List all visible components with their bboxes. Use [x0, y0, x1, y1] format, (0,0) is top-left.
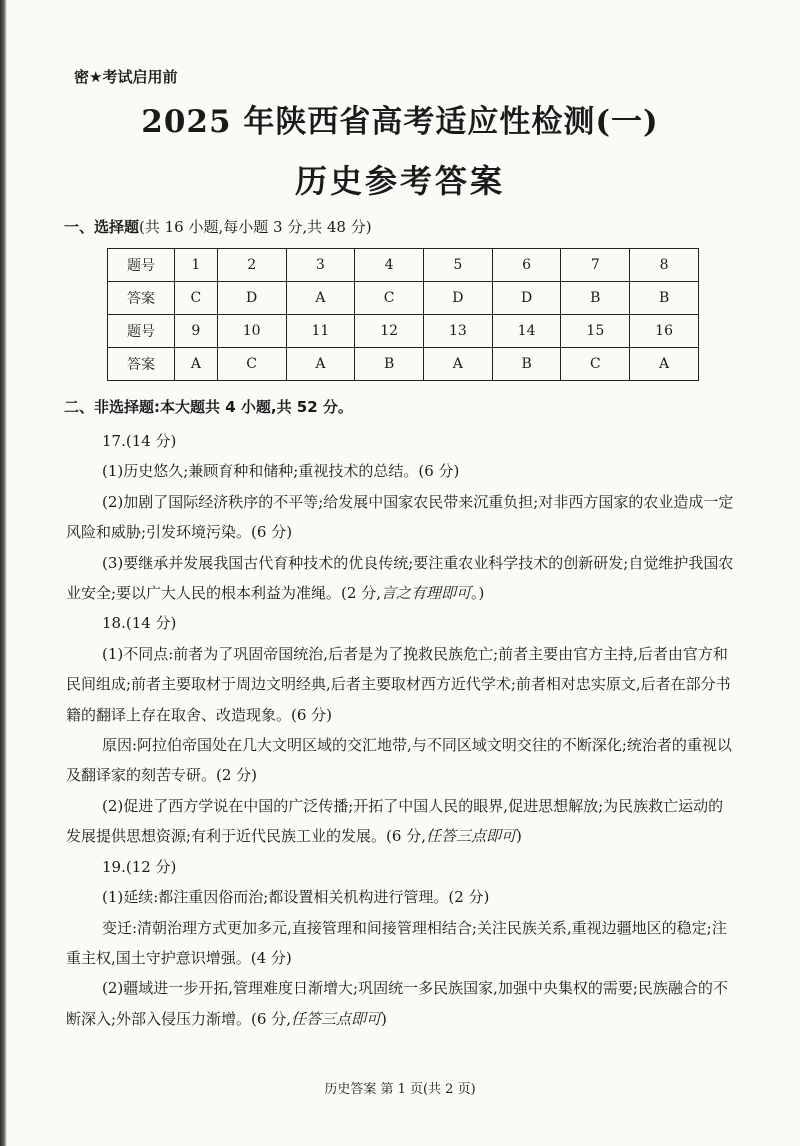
table-row	[108, 282, 699, 315]
table-cell: C	[175, 282, 218, 315]
q17-part3-note: 言之有理即可	[381, 584, 472, 603]
table-cell: 5	[423, 249, 492, 282]
table-cell: C	[561, 348, 630, 381]
q18-part2-end: )	[516, 827, 522, 846]
confidential-label: 密★考试启用前	[74, 68, 178, 86]
table-cell: 16	[630, 315, 699, 348]
table-cell: 2	[217, 249, 286, 282]
section2-heading	[64, 396, 353, 417]
table-cell: 11	[286, 315, 355, 348]
table-row-header: 答案	[108, 348, 175, 381]
table-cell: 7	[561, 249, 630, 282]
q18-part2-note: 任答三点即可	[426, 827, 517, 846]
table-cell: 14	[492, 315, 561, 348]
q18-part2-text: (2)促进了西方学说在中国的广泛传播;开拓了中国人民的眼界,促进思想解放;为民族救亡运动的发展提供思想资源;有利于近代民族工业的发展。(6 分,	[66, 796, 724, 846]
q18-heading: 18.(14 分)	[102, 614, 177, 633]
page-footer: 历史答案 第 1 页(共 2 页)	[324, 1082, 476, 1097]
answer-table-body	[108, 249, 699, 381]
table-cell: A	[630, 348, 699, 381]
page-subtitle: 历史参考答案	[294, 162, 505, 200]
table-cell: D	[492, 282, 561, 315]
table-cell: C	[355, 282, 424, 315]
table-cell: A	[286, 282, 355, 315]
q19-part2-text: (2)疆域进一步开拓,管理难度日渐增大;巩固统一多民族国家,加强中央集权的需要;民族融合的不断深入;外部入侵压力渐增。(6 分,	[66, 979, 728, 1028]
table-cell: B	[355, 348, 424, 381]
q19-change: 变迁:清朝治理方式更加多元,直接管理和间接管理相结合;关注民族关系,重视边疆地区的稳定;注重主权,国土守护意识增强。(4 分)	[66, 918, 727, 967]
table-row-header: 题号	[108, 249, 175, 282]
q17-heading: 17.(14 分)	[102, 432, 177, 450]
q18-part1: (1)不同点:前者为了巩固帝国统治,后者是为了挽救民族危亡;前者主要由官方主持,后者由官方和民间组成;前者主要取材于周边文明经典,后者主要取材西方近代学术;前者相对忠实原文,后者在部分书籍的翻译上存在取舍、改造现象。(6 分)	[66, 644, 731, 724]
section1-detail: (共 16 小题,每小题 3 分,共 48 分)	[139, 218, 372, 236]
q17-part2: (2)加剧了国际经济秩序的不平等;给发展中国家农民带来沉重负担;对非西方国家的农业造成一定风险和威胁;引发环境污染。(6 分)	[66, 492, 734, 542]
table-row	[108, 348, 699, 381]
q19-part2-end: )	[381, 1009, 387, 1028]
table-row	[108, 315, 699, 348]
table-cell: 12	[355, 315, 424, 348]
q19-part1: (1)延续:都注重因俗而治;都设置相关机构进行管理。(2 分)	[102, 888, 490, 907]
table-cell: A	[423, 348, 492, 381]
table-cell: 8	[630, 249, 699, 282]
answer-body	[66, 426, 734, 1034]
table-cell: 9	[175, 315, 218, 348]
table-cell: 3	[286, 249, 355, 282]
page-title: 2025 年陕西省高考适应性检测(一)	[141, 104, 659, 140]
table-cell: D	[423, 282, 492, 315]
table-row-header: 题号	[108, 315, 175, 348]
table-cell: B	[630, 282, 699, 315]
q19-part2-note: 任答三点即可	[291, 1009, 382, 1028]
q19-heading: 19.(12 分)	[102, 857, 177, 876]
table-cell: 4	[355, 249, 424, 282]
table-cell: B	[561, 282, 630, 315]
q18-part2	[66, 791, 734, 852]
table-cell: 15	[561, 315, 630, 348]
section1-heading	[64, 216, 372, 237]
table-cell: 1	[175, 249, 218, 282]
q17-part3-end: 。)	[471, 584, 485, 603]
q19-part2	[66, 973, 734, 1034]
table-row	[108, 249, 699, 282]
q17-part1: (1)历史悠久;兼顾育种和储种;重视技术的总结。(6 分)	[102, 462, 460, 481]
answer-table	[107, 248, 699, 381]
q17-part3	[66, 548, 734, 609]
q17-part3-text: (3)要继承并发展我国古代育种技术的优良传统;要注重农业科学技术的创新研发;自觉维护我国农业安全;要以广大人民的根本利益为准绳。(2 分,	[66, 553, 734, 603]
table-cell: A	[175, 348, 218, 381]
table-cell: 13	[423, 315, 492, 348]
table-cell: 6	[492, 249, 561, 282]
table-cell: D	[217, 282, 286, 315]
table-cell: B	[492, 348, 561, 381]
section2-title: 二、非选择题:本大题共 4 小题,共 52 分。	[64, 398, 353, 416]
section1-title: 一、选择题	[64, 218, 140, 236]
table-cell: A	[286, 348, 355, 381]
q18-reason: 原因:阿拉伯帝国处在几大文明区域的交汇地带,与不同区域文明交往的不断深化;统治者的重视以及翻译家的刻苦专研。(2 分)	[66, 736, 732, 785]
table-cell: 10	[217, 315, 286, 348]
table-cell: C	[217, 348, 286, 381]
table-row-header: 答案	[108, 282, 175, 315]
